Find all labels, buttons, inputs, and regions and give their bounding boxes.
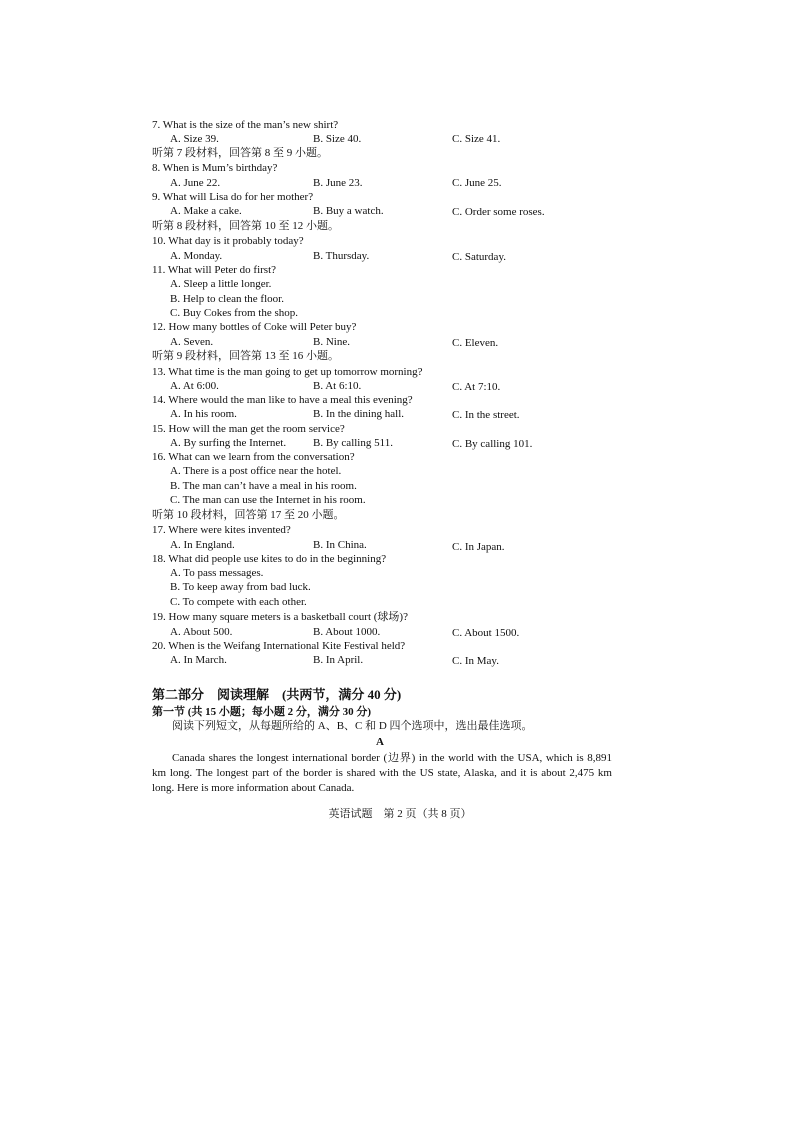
question-13-option-b: B. At 6:10. <box>313 380 362 392</box>
question-18-option-b: B. To keep away from bad luck. <box>170 581 311 593</box>
question-19-option-c: C. About 1500. <box>452 627 520 639</box>
question-16-option-a: A. There is a post office near the hotel. <box>170 465 342 477</box>
question-15-option-a: A. By surfing the Internet. <box>170 437 287 449</box>
question-17-option-a: A. In England. <box>170 539 235 551</box>
question-19-stem: 19. How many square meters is a basketball court (球场)? <box>152 611 408 623</box>
question-14-stem: 14. Where would the man like to have a meal this evening? <box>152 394 413 406</box>
question-11-stem: 11. What will Peter do first? <box>152 264 277 276</box>
question-11-option-a: A. Sleep a little longer. <box>170 278 272 290</box>
question-17-option-b: B. In China. <box>313 539 367 551</box>
question-7-option-a: A. Size 39. <box>170 133 219 145</box>
question-15-stem: 15. How will the man get the room service? <box>152 423 345 435</box>
question-10-option-a: A. Monday. <box>170 250 223 262</box>
instruction-section-7: 听第 7 段材料，回答第 8 至 9 小题。 <box>152 147 328 159</box>
question-7-stem: 7. What is the size of the man’s new shirt? <box>152 119 339 131</box>
question-12-option-a: A. Seven. <box>170 336 214 348</box>
question-15-option-b: B. By calling 511. <box>313 437 393 449</box>
question-16-stem: 16. What can we learn from the conversation? <box>152 451 355 463</box>
question-17-stem: 17. Where were kites invented? <box>152 524 291 536</box>
part-two-title: 第二部分 阅读理解 (共两节，满分 40 分) <box>152 687 402 702</box>
section-one-title: 第一节 (共 15 小题；每小题 2 分，满分 30 分) <box>152 706 372 718</box>
question-14-option-c: C. In the street. <box>452 409 520 421</box>
question-14-option-a: A. In his room. <box>170 408 237 420</box>
question-12-option-b: B. Nine. <box>313 336 350 348</box>
question-20-stem: 20. When is the Weifang International Kite Festival held? <box>152 640 406 652</box>
reading-instruction: 阅读下列短文，从每题所给的 A、B、C 和 D 四个选项中，选出最佳选项。 <box>172 720 533 732</box>
question-14-option-b: B. In the dining hall. <box>313 408 405 420</box>
question-9-option-b: B. Buy a watch. <box>313 205 384 217</box>
question-18-option-a: A. To pass messages. <box>170 567 264 579</box>
question-20-option-a: A. In March. <box>170 654 227 666</box>
question-13-stem: 13. What time is the man going to get up tomorrow morning? <box>152 366 423 378</box>
page-footer: 英语试题 第 2 页（共 8 页） <box>328 808 472 820</box>
question-8-option-b: B. June 23. <box>313 177 363 189</box>
question-17-option-c: C. In Japan. <box>452 541 505 553</box>
instruction-section-10: 听第 10 段材料，回答第 17 至 20 小题。 <box>152 509 345 521</box>
question-10-stem: 10. What day is it probably today? <box>152 235 304 247</box>
question-16-option-c: C. The man can use the Internet in his room. <box>170 494 366 506</box>
question-18-stem: 18. What did people use kites to do in the beginning? <box>152 553 387 565</box>
question-8-option-c: C. June 25. <box>452 177 502 189</box>
question-19-option-a: A. About 500. <box>170 626 233 638</box>
question-7-option-c: C. Size 41. <box>452 133 501 145</box>
question-8-stem: 8. When is Mum’s birthday? <box>152 162 278 174</box>
question-13-option-c: C. At 7:10. <box>452 381 501 393</box>
question-12-option-c: C. Eleven. <box>452 337 499 349</box>
question-20-option-b: B. In April. <box>313 654 364 666</box>
question-11-option-b: B. Help to clean the floor. <box>170 293 284 305</box>
question-15-option-c: C. By calling 101. <box>452 438 533 450</box>
passage-label: A <box>376 736 384 748</box>
question-19-option-b: B. About 1000. <box>313 626 381 638</box>
instruction-section-9: 听第 9 段材料，回答第 13 至 16 小题。 <box>152 350 339 362</box>
question-10-option-b: B. Thursday. <box>313 250 370 262</box>
question-10-option-c: C. Saturday. <box>452 251 506 263</box>
instruction-section-8: 听第 8 段材料，回答第 10 至 12 小题。 <box>152 220 339 232</box>
question-20-option-c: C. In May. <box>452 655 499 667</box>
question-16-option-b: B. The man can’t have a meal in his room. <box>170 480 357 492</box>
question-7-option-b: B. Size 40. <box>313 133 362 145</box>
question-18-option-c: C. To compete with each other. <box>170 596 307 608</box>
question-12-stem: 12. How many bottles of Coke will Peter buy? <box>152 321 357 333</box>
question-9-stem: 9. What will Lisa do for her mother? <box>152 191 314 203</box>
question-8-option-a: A. June 22. <box>170 177 221 189</box>
passage-text: Canada shares the longest international border (边界) in the world with the USA, which is 8,891 km long. The longest part of the border is shared with the US state, Alaska, and it is about 2,475 km long. Here is more information about Canada. <box>152 752 612 794</box>
question-13-option-a: A. At 6:00. <box>170 380 219 392</box>
question-11-option-c: C. Buy Cokes from the shop. <box>170 307 299 319</box>
question-9-option-a: A. Make a cake. <box>170 205 242 217</box>
question-9-option-c: C. Order some roses. <box>452 206 545 218</box>
